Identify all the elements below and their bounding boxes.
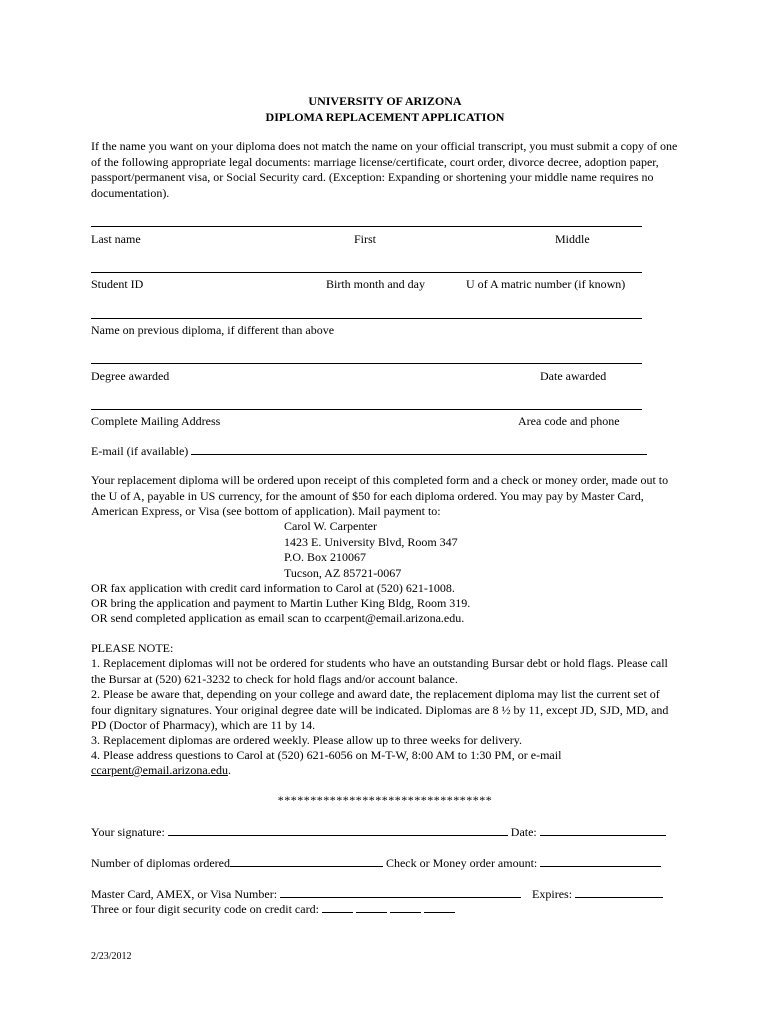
signature-row [91,824,666,841]
security-digit-1[interactable] [322,901,353,913]
security-row [91,901,455,918]
amount-label: Check or Money order amount: [385,856,538,870]
diplomas-row [91,855,661,872]
email-row [91,443,647,460]
degree-line[interactable] [91,363,642,364]
address-line-3: P.O. Box 210067 [284,550,367,564]
address-label: Complete Mailing Address [91,414,221,428]
contact-email-link[interactable]: ccarpent@email.arizona.edu [91,763,228,777]
date-awarded-label: Date awarded [540,369,607,383]
expires-field[interactable] [575,886,663,898]
matric-label: U of A matric number (if known) [466,277,626,291]
date-label: Date: [510,825,537,839]
student-id-label: Student ID [91,277,144,291]
address-line-4: Tucson, AZ 85721-0067 [284,566,402,580]
note-4-email [91,763,231,779]
last-name-label: Last name [91,232,141,246]
expires-label: Expires: [532,887,573,901]
first-name-label: First [354,232,377,246]
intro-paragraph: If the name you want on your diploma does not match the name on your official transcript, you must submit a copy of one of the following appropriate legal documents: marriage license/certificate, court order, divorce decree, adoption paper, passport/permanent visa, or Social Security card. (Exception: Expanding or shortening your middle name requires no documentation). [91,139,678,200]
card-number-field[interactable] [280,886,521,898]
degree-label: Degree awarded [91,369,170,383]
note-1: 1. Replacement diplomas will not be ordered for students who have an outstanding Bursar debt or hold flags. Please call the Bursar at (520) 621-3232 to check for hold flags and/or account balance. [91,656,668,686]
note-2: 2. Please be aware that, depending on your college and award date, the replacement diploma may list the current set of four dignitary signatures. Your original degree date will be indicated. Diplomas are 8 ½ by 11, except JD, SJD, MD, and PD (Doctor of Pharmacy), which are 11 by 14. [91,687,669,732]
num-diplomas-label: Number of diplomas ordered [91,856,230,870]
prev-name-line[interactable] [91,318,642,319]
address-line-2: 1423 E. University Blvd, Room 347 [284,535,458,549]
security-digit-4[interactable] [424,901,455,913]
or-send: OR send completed application as email scan to ccarpent@email.arizona.edu. [91,611,465,625]
payment-paragraph: Your replacement diploma will be ordered upon receipt of this completed form and a check or money order, made out to the U of A, payable in US currency, for the amount of $50 for each diploma ordered. You may pay by Master Card, American Express, or Visa (see bottom of application). Mail payment to: [91,473,669,518]
student-id-line[interactable] [91,272,642,273]
num-diplomas-field[interactable] [230,855,383,867]
form-title: DIPLOMA REPLACEMENT APPLICATION [265,110,505,124]
separator: ********************************* [277,793,493,807]
security-digit-3[interactable] [390,901,421,913]
signature-field[interactable] [168,824,508,836]
email-field[interactable] [191,443,647,455]
university-title: UNIVERSITY OF ARIZONA [308,94,462,108]
address-line[interactable] [91,409,642,410]
note-4: 4. Please address questions to Carol at (520) 621-6056 on M-T-W, 8:00 AM to 1:30 PM, or e-mail [91,748,562,762]
note-3: 3. Replacement diplomas are ordered weekly. Please allow up to three weeks for delivery. [91,733,522,747]
middle-name-label: Middle [555,232,590,246]
or-bring: OR bring the application and payment to Martin Luther King Bldg, Room 319. [91,596,471,610]
card-number-label: Master Card, AMEX, or Visa Number: [91,887,278,901]
footer-date: 2/23/2012 [91,951,132,962]
or-fax: OR fax application with credit card information to Carol at (520) 621-1008. [91,581,455,595]
note-heading: PLEASE NOTE: [91,641,174,655]
name-line[interactable] [91,226,642,227]
note-4-period: . [227,763,231,777]
phone-label: Area code and phone [518,414,620,428]
amount-field[interactable] [540,855,661,867]
prev-name-label: Name on previous diploma, if different than above [91,323,335,337]
security-code-label: Three or four digit security code on credit card: [91,902,319,916]
security-digit-2[interactable] [356,901,387,913]
birth-label: Birth month and day [326,277,425,291]
email-label: E-mail (if available) [91,444,189,458]
signature-label: Your signature: [91,825,165,839]
date-field[interactable] [540,824,666,836]
address-line-1: Carol W. Carpenter [284,519,377,533]
